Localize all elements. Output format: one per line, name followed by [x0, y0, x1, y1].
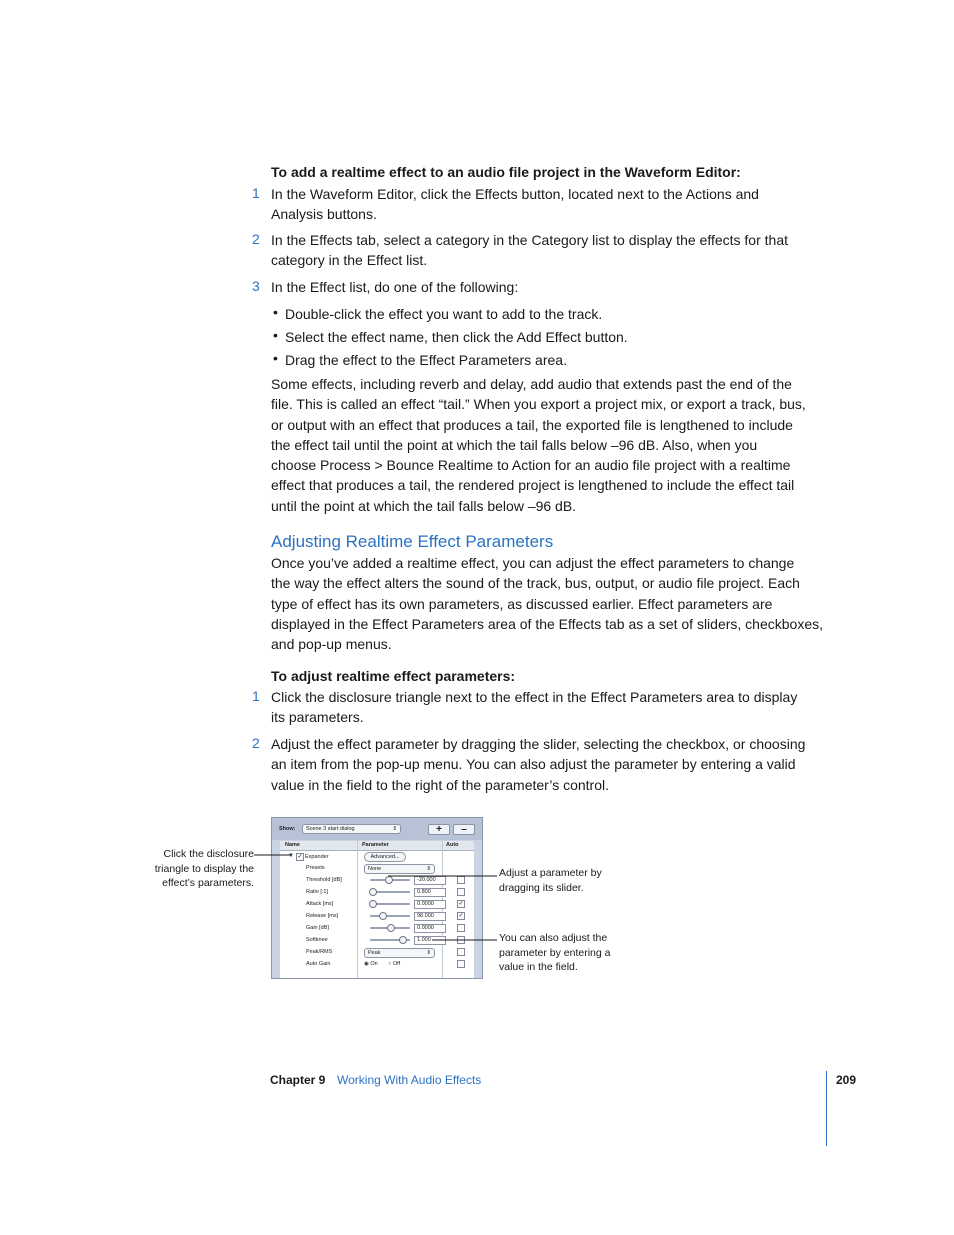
parameter-slider-knob[interactable]	[369, 900, 377, 908]
step-number: 1	[252, 688, 260, 704]
column-divider	[357, 841, 358, 978]
column-divider	[442, 841, 443, 978]
remove-effect-button[interactable]: –	[453, 824, 475, 835]
auto-checkbox[interactable]	[457, 960, 465, 968]
auto-checkbox[interactable]: ✓	[458, 901, 464, 907]
section-intro: Once you’ve added a realtime effect, you can adjust the effect parameters to change the way the effect alters the sound of the track, bus, output, or audio file project. Each type of effect has its own parameters, as discussed earlier. Effect parameters are displayed in the Effect Parameters area of the Effects tab as a set of sliders, checkboxes, and pop-up menus.	[271, 555, 824, 653]
procedure-heading-adjust: To adjust realtime effect parameters:	[271, 668, 516, 684]
parameter-value-field[interactable]: -20.000	[414, 876, 446, 885]
effect-parameters-screenshot	[271, 817, 483, 979]
parameter-label: Softknee	[306, 937, 328, 943]
add-effect-button[interactable]: +	[428, 824, 450, 835]
parameter-value-field[interactable]: 98.000	[414, 912, 446, 921]
parameter-slider-knob[interactable]	[369, 888, 377, 896]
adjust-step-2-text: Adjust the effect parameter by dragging the slider, selecting the checkbox, or choosing an item from the pop-up menu. You can also adjust the parameter by entering a valid value in the field to the right of the parameter’s control.	[271, 736, 806, 793]
show-popup[interactable]	[302, 824, 401, 834]
step-number: 2	[252, 735, 260, 751]
procedure-heading-add-effect: To add a realtime effect to an audio file project in the Waveform Editor:	[271, 164, 741, 180]
effect-name: Expander	[305, 854, 329, 860]
parameter-slider-knob[interactable]	[387, 924, 395, 932]
bullet-item: Double-click the effect you want to add to the track.	[285, 306, 603, 322]
parameter-popup-value: None	[368, 866, 382, 872]
parameter-label: Release [ms]	[306, 913, 339, 919]
parameter-label: Auto Gain	[306, 961, 331, 967]
footer-rule	[826, 1071, 827, 1146]
step-1-text: In the Waveform Editor, click the Effects button, located next to the Actions and Analysis buttons.	[271, 186, 759, 223]
disclosure-triangle-icon[interactable]: ▼	[288, 853, 294, 859]
auto-checkbox[interactable]	[457, 948, 465, 956]
callout-leader-field	[430, 934, 498, 946]
step-number: 1	[252, 185, 260, 201]
popup-arrows-icon: ⇕	[426, 950, 431, 956]
bullet-marker: •	[273, 304, 278, 320]
column-header-name: Name	[285, 842, 300, 848]
adjust-step-1-text: Click the disclosure triangle next to the effect in the Effect Parameters area to display its parameters.	[271, 689, 798, 726]
parameter-slider-knob[interactable]	[399, 936, 407, 944]
parameter-slider-track[interactable]	[370, 915, 410, 917]
bullet-marker: •	[273, 327, 278, 343]
column-header-parameter: Parameter	[362, 842, 389, 848]
column-header-auto: Auto	[446, 842, 459, 848]
popup-arrows-icon: ⇕	[426, 866, 431, 872]
parameter-value-field[interactable]: 1.000	[414, 936, 446, 945]
parameter-label: Threshold [dB]	[306, 877, 342, 883]
parameter-value-field[interactable]: 0.800	[414, 888, 446, 897]
effect-parameters-table	[280, 841, 474, 978]
table-header	[280, 841, 474, 851]
screenshot-toolbar	[272, 818, 482, 840]
callout-slider: Adjust a parameter by dragging its slider.	[499, 867, 602, 894]
callout-leader-left	[254, 850, 294, 860]
radio-on[interactable]: ◉ On	[364, 961, 378, 967]
parameter-popup-value: Peak	[368, 950, 381, 956]
bullet-item: Select the effect name, then click the Add Effect button.	[285, 329, 628, 345]
bullet-marker: •	[273, 350, 278, 366]
parameter-label: Ratio [:1]	[306, 889, 329, 895]
callout-field: You can also adjust the parameter by entering a value in the field.	[499, 932, 611, 973]
parameter-value-field[interactable]: 0.0000	[414, 900, 446, 909]
effect-enable-checkbox[interactable]: ✓	[297, 854, 303, 860]
step-number: 2	[252, 231, 260, 247]
parameter-popup[interactable]	[364, 948, 435, 958]
section-title: Adjusting Realtime Effect Parameters	[271, 532, 554, 551]
footer-chapter-title: Working With Audio Effects	[337, 1073, 482, 1087]
parameter-label: Presets	[306, 865, 325, 871]
auto-checkbox[interactable]	[457, 924, 465, 932]
bullet-item: Drag the effect to the Effect Parameters area.	[285, 352, 567, 368]
auto-checkbox[interactable]: ✓	[458, 913, 464, 919]
radio-off[interactable]: ○ Off	[388, 961, 401, 967]
popup-arrows-icon: ⇕	[392, 826, 397, 832]
callout-disclosure: Click the disclosure triangle to display the effect’s parameters.	[154, 848, 254, 889]
parameter-label: Attack [ms]	[306, 901, 334, 907]
callout-leader-slider	[386, 870, 498, 882]
parameter-slider-knob[interactable]	[379, 912, 387, 920]
show-label: Show:	[279, 826, 296, 832]
show-popup-value: Scene 3 start dialog	[306, 826, 355, 832]
parameter-label: Peak/RMS	[306, 949, 333, 955]
tail-paragraph: Some effects, including reverb and delay, add audio that extends past the end of the file. This is called an effect “tail.” When you export a project mix, or export a track, bus, or output with an effect that produces a tail, the exported file is lengthened to include the effect tail until the point at which the tail falls below –96 dB. Also, when you choose Process > Bounce Realtime to Action for an audio file project with a realtime effect that produces a tail, the rendered project is lengthened to include the effect tail until the point at which the tail falls below –96 dB.	[271, 376, 806, 514]
parameter-value-field[interactable]: 0.0000	[414, 924, 446, 933]
footer-chapter: Chapter 9	[270, 1073, 326, 1087]
auto-checkbox[interactable]	[457, 888, 465, 896]
parameter-label: Gain [dB]	[306, 925, 329, 931]
advanced-button[interactable]: Advanced...	[364, 852, 406, 862]
step-number: 3	[252, 278, 260, 294]
page-number: 209	[836, 1073, 857, 1087]
step-3-text: In the Effect list, do one of the following:	[271, 279, 519, 295]
step-2-text: In the Effects tab, select a category in the Category list to display the effects for that category in the Effect list.	[271, 232, 788, 269]
